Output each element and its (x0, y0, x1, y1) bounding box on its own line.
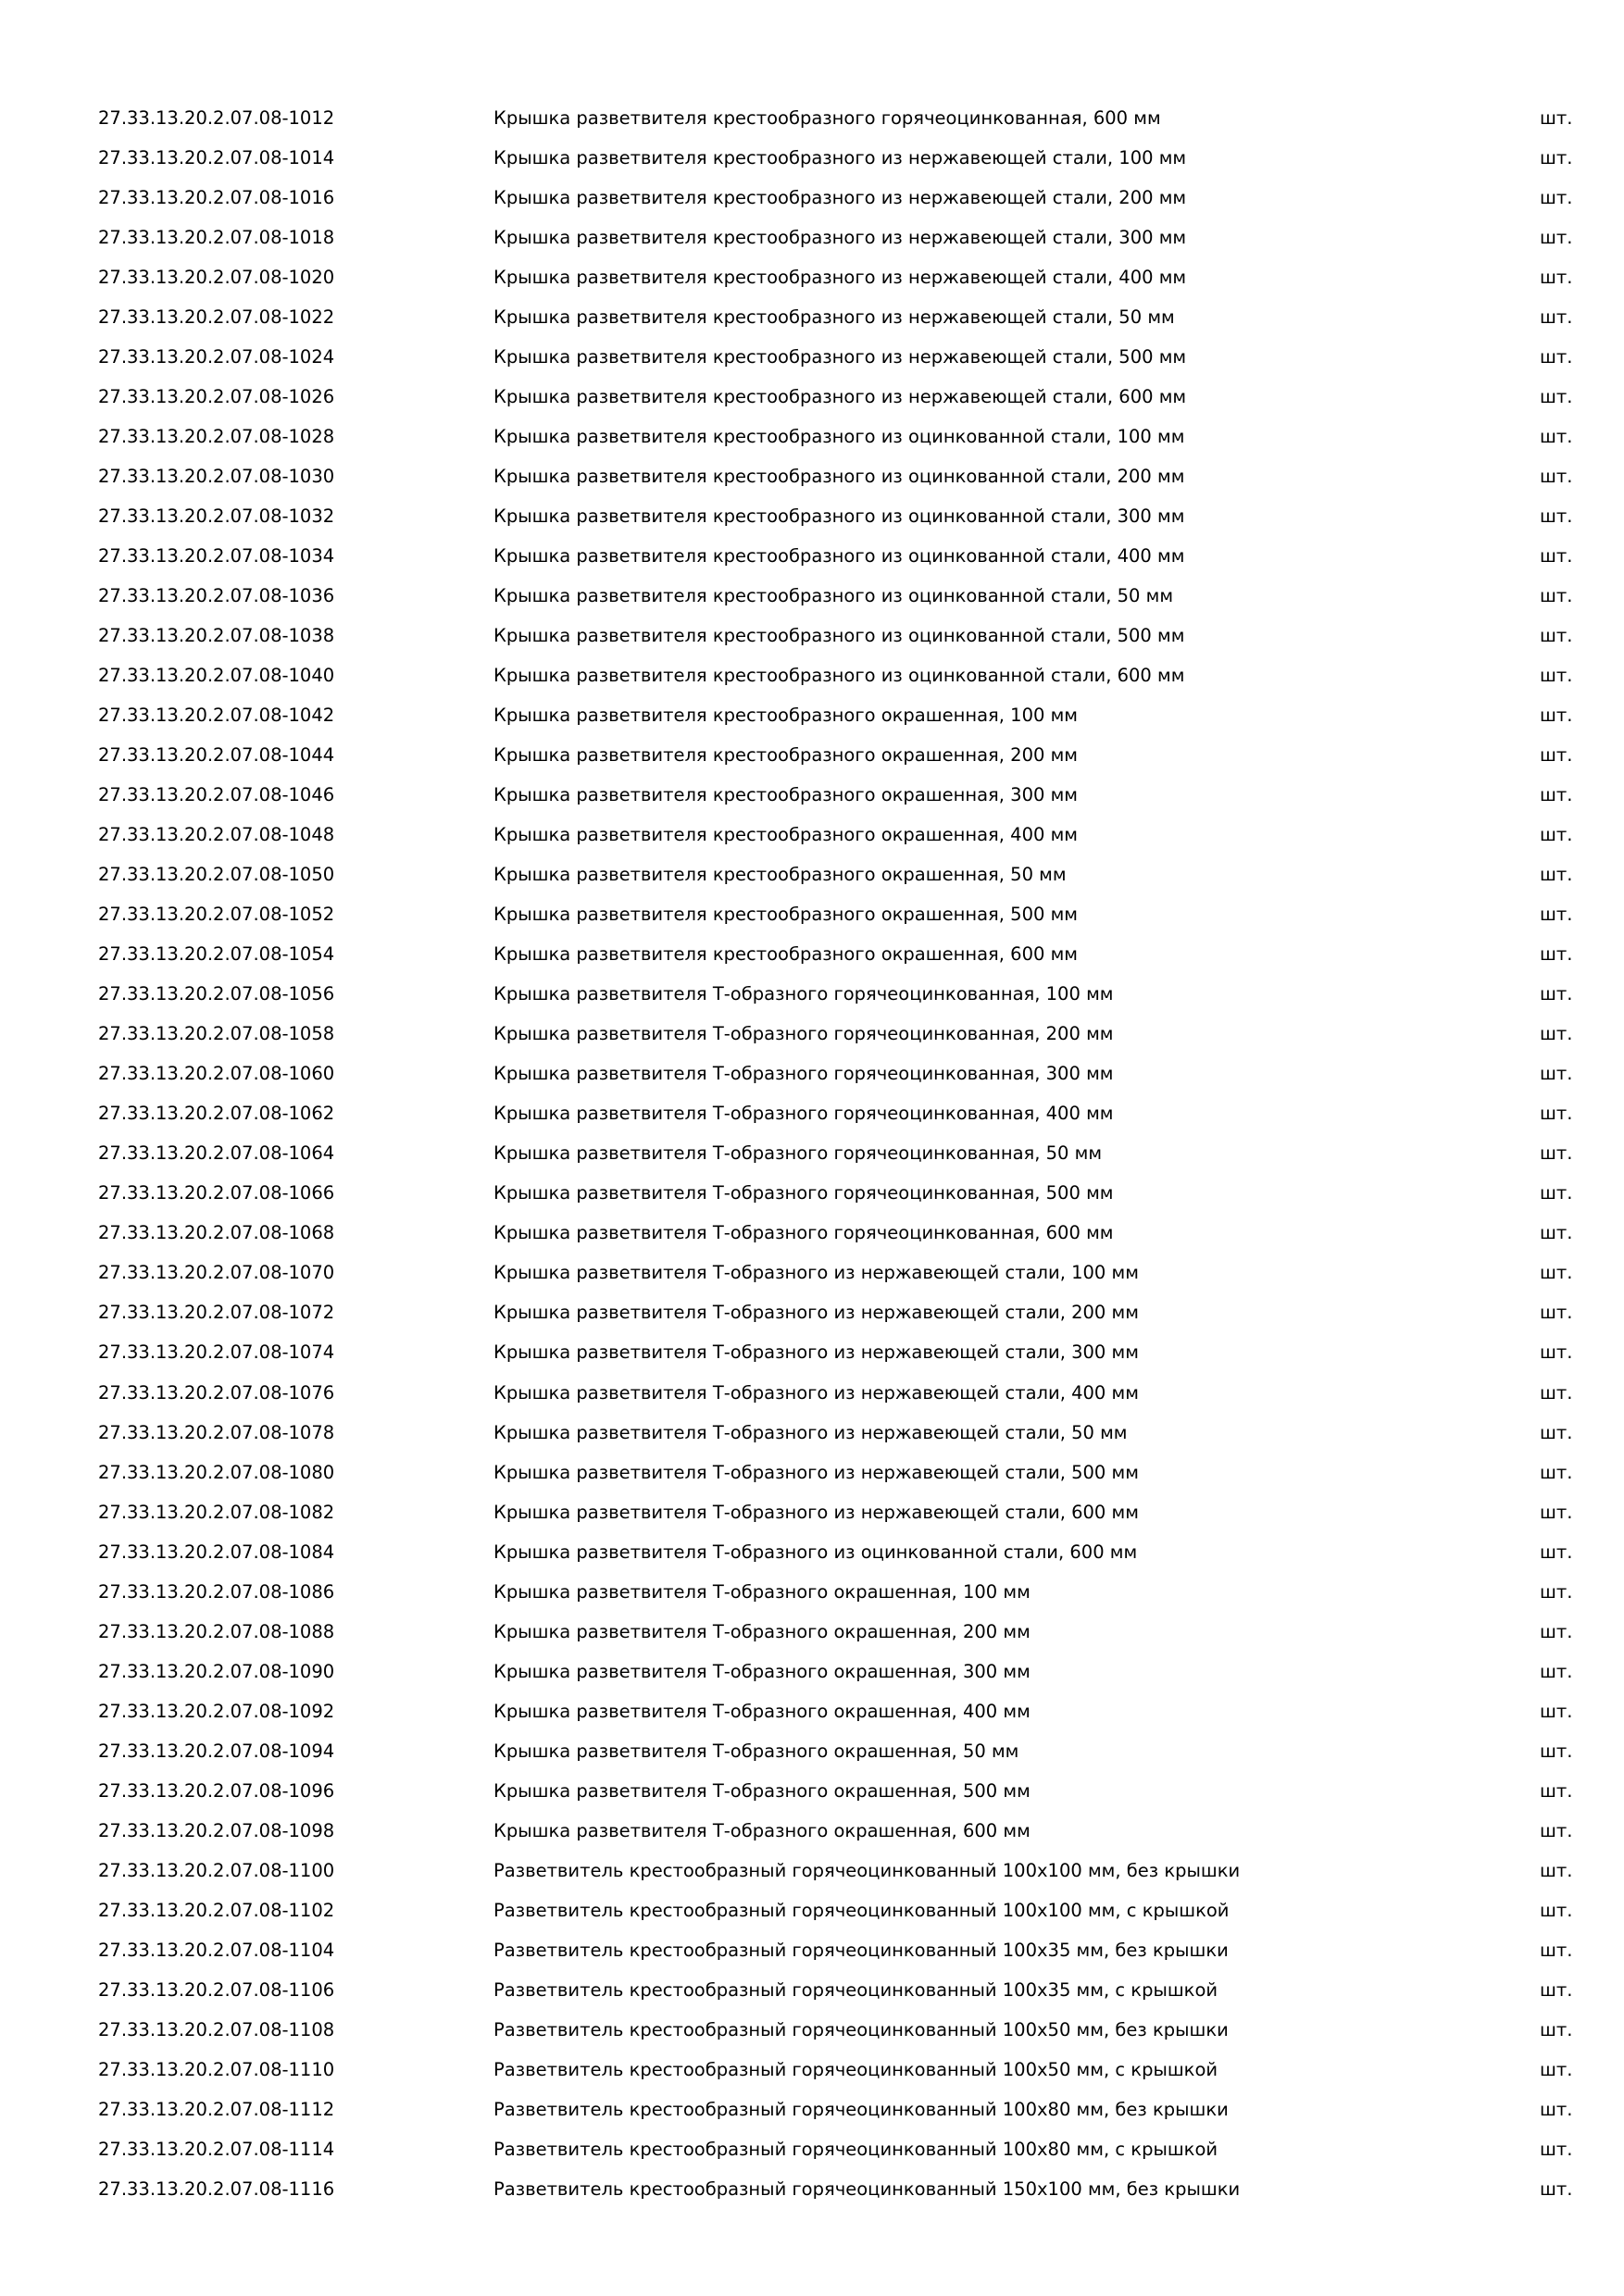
item-unit: шт. (1540, 1461, 1573, 1483)
item-name: Крышка разветвителя Т-образного из нержавеющей стали, 100 мм (493, 1262, 1139, 1284)
table-row (0, 865, 1624, 905)
item-name: Крышка разветвителя крестообразного из оцинкованной стали, 400 мм (493, 545, 1185, 568)
item-code: 27.33.13.20.2.07.08-1114 (98, 2138, 335, 2160)
item-unit: шт. (1540, 1660, 1573, 1682)
table-row (0, 1104, 1624, 1143)
table-row (0, 1024, 1624, 1064)
table-row (0, 1901, 1624, 1940)
item-code: 27.33.13.20.2.07.08-1110 (98, 2058, 335, 2080)
item-unit: шт. (1540, 1859, 1573, 1881)
item-unit: шт. (1540, 665, 1573, 687)
item-unit: шт. (1540, 1620, 1573, 1642)
item-unit: шт. (1540, 306, 1573, 329)
item-name: Разветвитель крестообразный горячеоцинкованный 100х80 мм, с крышкой (493, 2138, 1218, 2160)
table-row (0, 268, 1624, 307)
table-row (0, 108, 1624, 148)
item-code: 27.33.13.20.2.07.08-1030 (98, 466, 335, 488)
table-row (0, 825, 1624, 865)
item-unit: шт. (1540, 187, 1573, 209)
table-row (0, 2140, 1624, 2179)
item-code: 27.33.13.20.2.07.08-1054 (98, 943, 335, 966)
item-name: Крышка разветвителя крестообразного из оцинкованной стали, 300 мм (493, 505, 1185, 528)
item-name: Крышка разветвителя Т-образного горячеоцинкованная, 600 мм (493, 1222, 1114, 1244)
item-unit: шт. (1540, 1341, 1573, 1364)
item-name: Крышка разветвителя крестообразного окрашенная, 500 мм (493, 904, 1079, 926)
item-name: Крышка разветвителя крестообразного из нержавеющей стали, 100 мм (493, 147, 1187, 169)
item-code: 27.33.13.20.2.07.08-1020 (98, 267, 335, 289)
item-code: 27.33.13.20.2.07.08-1048 (98, 824, 335, 846)
item-name: Крышка разветвителя крестообразного из нержавеющей стали, 500 мм (493, 346, 1187, 368)
item-unit: шт. (1540, 147, 1573, 169)
catalog-table (0, 108, 1624, 2219)
item-code: 27.33.13.20.2.07.08-1044 (98, 744, 335, 767)
item-code: 27.33.13.20.2.07.08-1088 (98, 1620, 335, 1642)
table-row (0, 1223, 1624, 1263)
item-unit: шт. (1540, 107, 1573, 129)
table-row (0, 1741, 1624, 1781)
item-name: Крышка разветвителя крестообразного из оцинкованной стали, 500 мм (493, 625, 1185, 647)
item-code: 27.33.13.20.2.07.08-1070 (98, 1262, 335, 1284)
table-row (0, 1702, 1624, 1741)
item-unit: шт. (1540, 1819, 1573, 1841)
item-code: 27.33.13.20.2.07.08-1062 (98, 1103, 335, 1125)
table-row (0, 745, 1624, 785)
item-name: Разветвитель крестообразный горячеоцинкованный 150х100 мм, без крышки (493, 2177, 1241, 2200)
item-unit: шт. (1540, 386, 1573, 408)
item-name: Крышка разветвителя Т-образного из нержавеющей стали, 50 мм (493, 1421, 1128, 1443)
item-name: Крышка разветвителя крестообразного из оцинкованной стали, 50 мм (493, 585, 1174, 607)
table-row (0, 2060, 1624, 2100)
item-name: Разветвитель крестообразный горячеоцинкованный 100х35 мм, без крышки (493, 1939, 1229, 1961)
item-unit: шт. (1540, 864, 1573, 886)
table-row (0, 1940, 1624, 1980)
item-unit: шт. (1540, 705, 1573, 727)
table-row (0, 1980, 1624, 2020)
item-name: Разветвитель крестообразный горячеоцинкованный 100х50 мм, без крышки (493, 2018, 1229, 2040)
item-unit: шт. (1540, 943, 1573, 966)
item-name: Крышка разветвителя Т-образного из нержавеющей стали, 400 мм (493, 1381, 1139, 1404)
table-row (0, 785, 1624, 825)
item-unit: шт. (1540, 1023, 1573, 1045)
item-code: 27.33.13.20.2.07.08-1024 (98, 346, 335, 368)
table-row (0, 944, 1624, 984)
item-name: Крышка разветвителя Т-образного горячеоцинкованная, 400 мм (493, 1103, 1114, 1125)
item-name: Крышка разветвителя Т-образного горячеоцинкованная, 200 мм (493, 1023, 1114, 1045)
item-name: Крышка разветвителя крестообразного из нержавеющей стали, 300 мм (493, 227, 1187, 249)
table-row (0, 546, 1624, 586)
item-name: Крышка разветвителя крестообразного из нержавеющей стали, 600 мм (493, 386, 1187, 408)
item-name: Крышка разветвителя крестообразного из оцинкованной стали, 200 мм (493, 466, 1185, 488)
item-unit: шт. (1540, 426, 1573, 448)
item-code: 27.33.13.20.2.07.08-1058 (98, 1023, 335, 1045)
item-unit: шт. (1540, 904, 1573, 926)
item-code: 27.33.13.20.2.07.08-1112 (98, 2098, 335, 2120)
item-code: 27.33.13.20.2.07.08-1094 (98, 1740, 335, 1762)
item-code: 27.33.13.20.2.07.08-1068 (98, 1222, 335, 1244)
item-code: 27.33.13.20.2.07.08-1098 (98, 1819, 335, 1841)
item-name: Крышка разветвителя Т-образного окрашенная, 400 мм (493, 1700, 1031, 1722)
item-code: 27.33.13.20.2.07.08-1060 (98, 1063, 335, 1085)
item-name: Разветвитель крестообразный горячеоцинкованный 100х80 мм, без крышки (493, 2098, 1229, 2120)
item-name: Крышка разветвителя Т-образного горячеоцинкованная, 50 мм (493, 1142, 1103, 1165)
item-code: 27.33.13.20.2.07.08-1082 (98, 1501, 335, 1523)
table-row (0, 666, 1624, 705)
table-row (0, 1342, 1624, 1382)
item-name: Крышка разветвителя Т-образного из нержавеющей стали, 600 мм (493, 1501, 1139, 1523)
item-unit: шт. (1540, 1541, 1573, 1563)
item-unit: шт. (1540, 1103, 1573, 1125)
table-row (0, 1463, 1624, 1503)
item-code: 27.33.13.20.2.07.08-1036 (98, 585, 335, 607)
table-row (0, 1821, 1624, 1861)
item-code: 27.33.13.20.2.07.08-1064 (98, 1142, 335, 1165)
item-name: Крышка разветвителя Т-образного горячеоцинкованная, 300 мм (493, 1063, 1114, 1085)
table-row (0, 506, 1624, 546)
table-row (0, 1423, 1624, 1463)
item-name: Крышка разветвителя Т-образного из нержавеющей стали, 200 мм (493, 1302, 1139, 1324)
item-name: Крышка разветвителя крестообразного из нержавеющей стали, 50 мм (493, 306, 1175, 329)
item-code: 27.33.13.20.2.07.08-1034 (98, 545, 335, 568)
item-unit: шт. (1540, 625, 1573, 647)
item-code: 27.33.13.20.2.07.08-1092 (98, 1700, 335, 1722)
item-unit: шт. (1540, 1740, 1573, 1762)
table-row (0, 586, 1624, 626)
item-unit: шт. (1540, 1182, 1573, 1204)
item-code: 27.33.13.20.2.07.08-1040 (98, 665, 335, 687)
table-row (0, 1861, 1624, 1901)
item-unit: шт. (1540, 1142, 1573, 1165)
item-name: Крышка разветвителя крестообразного окрашенная, 600 мм (493, 943, 1079, 966)
item-name: Крышка разветвителя Т-образного из оцинкованной стали, 600 мм (493, 1541, 1138, 1563)
item-unit: шт. (1540, 545, 1573, 568)
table-row (0, 626, 1624, 666)
item-unit: шт. (1540, 1779, 1573, 1802)
item-code: 27.33.13.20.2.07.08-1104 (98, 1939, 335, 1961)
item-name: Крышка разветвителя Т-образного окрашенная, 300 мм (493, 1660, 1031, 1682)
item-name: Крышка разветвителя Т-образного из нержавеющей стали, 300 мм (493, 1341, 1139, 1364)
item-unit: шт. (1540, 1063, 1573, 1085)
item-code: 27.33.13.20.2.07.08-1046 (98, 784, 335, 806)
item-name: Крышка разветвителя Т-образного окрашенная, 200 мм (493, 1620, 1031, 1642)
item-name: Разветвитель крестообразный горячеоцинкованный 100х35 мм, с крышкой (493, 1978, 1218, 2001)
table-row (0, 467, 1624, 506)
item-unit: шт. (1540, 983, 1573, 1005)
table-row (0, 1183, 1624, 1223)
item-name: Крышка разветвителя Т-образного горячеоцинкованная, 500 мм (493, 1182, 1114, 1204)
item-name: Крышка разветвителя Т-образного окрашенная, 100 мм (493, 1580, 1031, 1603)
item-unit: шт. (1540, 1381, 1573, 1404)
item-unit: шт. (1540, 1978, 1573, 2001)
item-unit: шт. (1540, 1580, 1573, 1603)
item-name: Крышка разветвителя Т-образного из нержавеющей стали, 500 мм (493, 1461, 1139, 1483)
table-row (0, 228, 1624, 268)
table-row (0, 1662, 1624, 1702)
item-code: 27.33.13.20.2.07.08-1012 (98, 107, 335, 129)
table-row (0, 1263, 1624, 1303)
item-unit: шт. (1540, 1262, 1573, 1284)
item-code: 27.33.13.20.2.07.08-1078 (98, 1421, 335, 1443)
item-code: 27.33.13.20.2.07.08-1072 (98, 1302, 335, 1324)
table-row (0, 2020, 1624, 2060)
item-code: 27.33.13.20.2.07.08-1052 (98, 904, 335, 926)
item-code: 27.33.13.20.2.07.08-1038 (98, 625, 335, 647)
table-row (0, 1622, 1624, 1662)
item-name: Крышка разветвителя крестообразного из нержавеющей стали, 400 мм (493, 267, 1187, 289)
table-row (0, 1542, 1624, 1582)
table-row (0, 1582, 1624, 1622)
item-unit: шт. (1540, 2138, 1573, 2160)
item-code: 27.33.13.20.2.07.08-1056 (98, 983, 335, 1005)
item-unit: шт. (1540, 585, 1573, 607)
item-unit: шт. (1540, 1899, 1573, 1921)
table-row (0, 1143, 1624, 1183)
item-code: 27.33.13.20.2.07.08-1084 (98, 1541, 335, 1563)
table-row (0, 387, 1624, 427)
item-unit: шт. (1540, 227, 1573, 249)
item-code: 27.33.13.20.2.07.08-1074 (98, 1341, 335, 1364)
table-row (0, 427, 1624, 467)
item-code: 27.33.13.20.2.07.08-1050 (98, 864, 335, 886)
item-name: Крышка разветвителя крестообразного окрашенная, 300 мм (493, 784, 1079, 806)
item-code: 27.33.13.20.2.07.08-1016 (98, 187, 335, 209)
item-unit: шт. (1540, 2058, 1573, 2080)
item-code: 27.33.13.20.2.07.08-1076 (98, 1381, 335, 1404)
item-name: Крышка разветвителя крестообразного горячеоцинкованная, 600 мм (493, 107, 1161, 129)
table-row (0, 1383, 1624, 1423)
item-unit: шт. (1540, 1501, 1573, 1523)
table-row (0, 307, 1624, 347)
item-name: Крышка разветвителя крестообразного окрашенная, 100 мм (493, 705, 1079, 727)
table-row (0, 1781, 1624, 1821)
item-code: 27.33.13.20.2.07.08-1108 (98, 2018, 335, 2040)
item-unit: шт. (1540, 1939, 1573, 1961)
item-code: 27.33.13.20.2.07.08-1086 (98, 1580, 335, 1603)
item-code: 27.33.13.20.2.07.08-1018 (98, 227, 335, 249)
item-unit: шт. (1540, 824, 1573, 846)
item-code: 27.33.13.20.2.07.08-1102 (98, 1899, 335, 1921)
item-unit: шт. (1540, 2018, 1573, 2040)
item-code: 27.33.13.20.2.07.08-1028 (98, 426, 335, 448)
item-unit: шт. (1540, 505, 1573, 528)
item-code: 27.33.13.20.2.07.08-1042 (98, 705, 335, 727)
item-code: 27.33.13.20.2.07.08-1116 (98, 2177, 335, 2200)
table-row (0, 1503, 1624, 1542)
table-row (0, 347, 1624, 387)
item-code: 27.33.13.20.2.07.08-1080 (98, 1461, 335, 1483)
item-code: 27.33.13.20.2.07.08-1100 (98, 1859, 335, 1881)
item-name: Крышка разветвителя крестообразного из нержавеющей стали, 200 мм (493, 187, 1187, 209)
item-unit: шт. (1540, 1222, 1573, 1244)
table-row (0, 1064, 1624, 1104)
item-name: Крышка разветвителя крестообразного окрашенная, 200 мм (493, 744, 1079, 767)
item-code: 27.33.13.20.2.07.08-1066 (98, 1182, 335, 1204)
item-code: 27.33.13.20.2.07.08-1014 (98, 147, 335, 169)
item-name: Крышка разветвителя крестообразного окрашенная, 50 мм (493, 864, 1067, 886)
item-name: Крышка разветвителя Т-образного окрашенная, 600 мм (493, 1819, 1031, 1841)
item-unit: шт. (1540, 2098, 1573, 2120)
item-unit: шт. (1540, 2177, 1573, 2200)
item-unit: шт. (1540, 267, 1573, 289)
item-unit: шт. (1540, 1421, 1573, 1443)
item-unit: шт. (1540, 466, 1573, 488)
item-code: 27.33.13.20.2.07.08-1096 (98, 1779, 335, 1802)
item-code: 27.33.13.20.2.07.08-1106 (98, 1978, 335, 2001)
table-row (0, 2100, 1624, 2140)
item-name: Крышка разветвителя Т-образного горячеоцинкованная, 100 мм (493, 983, 1114, 1005)
table-row (0, 905, 1624, 944)
item-unit: шт. (1540, 744, 1573, 767)
item-code: 27.33.13.20.2.07.08-1090 (98, 1660, 335, 1682)
table-row (0, 148, 1624, 188)
item-name: Разветвитель крестообразный горячеоцинкованный 100х100 мм, без крышки (493, 1859, 1241, 1881)
item-name: Разветвитель крестообразный горячеоцинкованный 100х100 мм, с крышкой (493, 1899, 1230, 1921)
table-row (0, 2179, 1624, 2219)
item-unit: шт. (1540, 784, 1573, 806)
item-unit: шт. (1540, 1700, 1573, 1722)
item-code: 27.33.13.20.2.07.08-1022 (98, 306, 335, 329)
item-unit: шт. (1540, 1302, 1573, 1324)
table-row (0, 1303, 1624, 1342)
item-name: Крышка разветвителя крестообразного из оцинкованной стали, 100 мм (493, 426, 1185, 448)
item-name: Крышка разветвителя Т-образного окрашенная, 500 мм (493, 1779, 1031, 1802)
item-code: 27.33.13.20.2.07.08-1026 (98, 386, 335, 408)
item-code: 27.33.13.20.2.07.08-1032 (98, 505, 335, 528)
table-row (0, 705, 1624, 745)
item-name: Крышка разветвителя Т-образного окрашенная, 50 мм (493, 1740, 1019, 1762)
item-name: Крышка разветвителя крестообразного окрашенная, 400 мм (493, 824, 1079, 846)
item-name: Крышка разветвителя крестообразного из оцинкованной стали, 600 мм (493, 665, 1185, 687)
table-row (0, 984, 1624, 1024)
table-row (0, 188, 1624, 228)
item-unit: шт. (1540, 346, 1573, 368)
item-name: Разветвитель крестообразный горячеоцинкованный 100х50 мм, с крышкой (493, 2058, 1218, 2080)
